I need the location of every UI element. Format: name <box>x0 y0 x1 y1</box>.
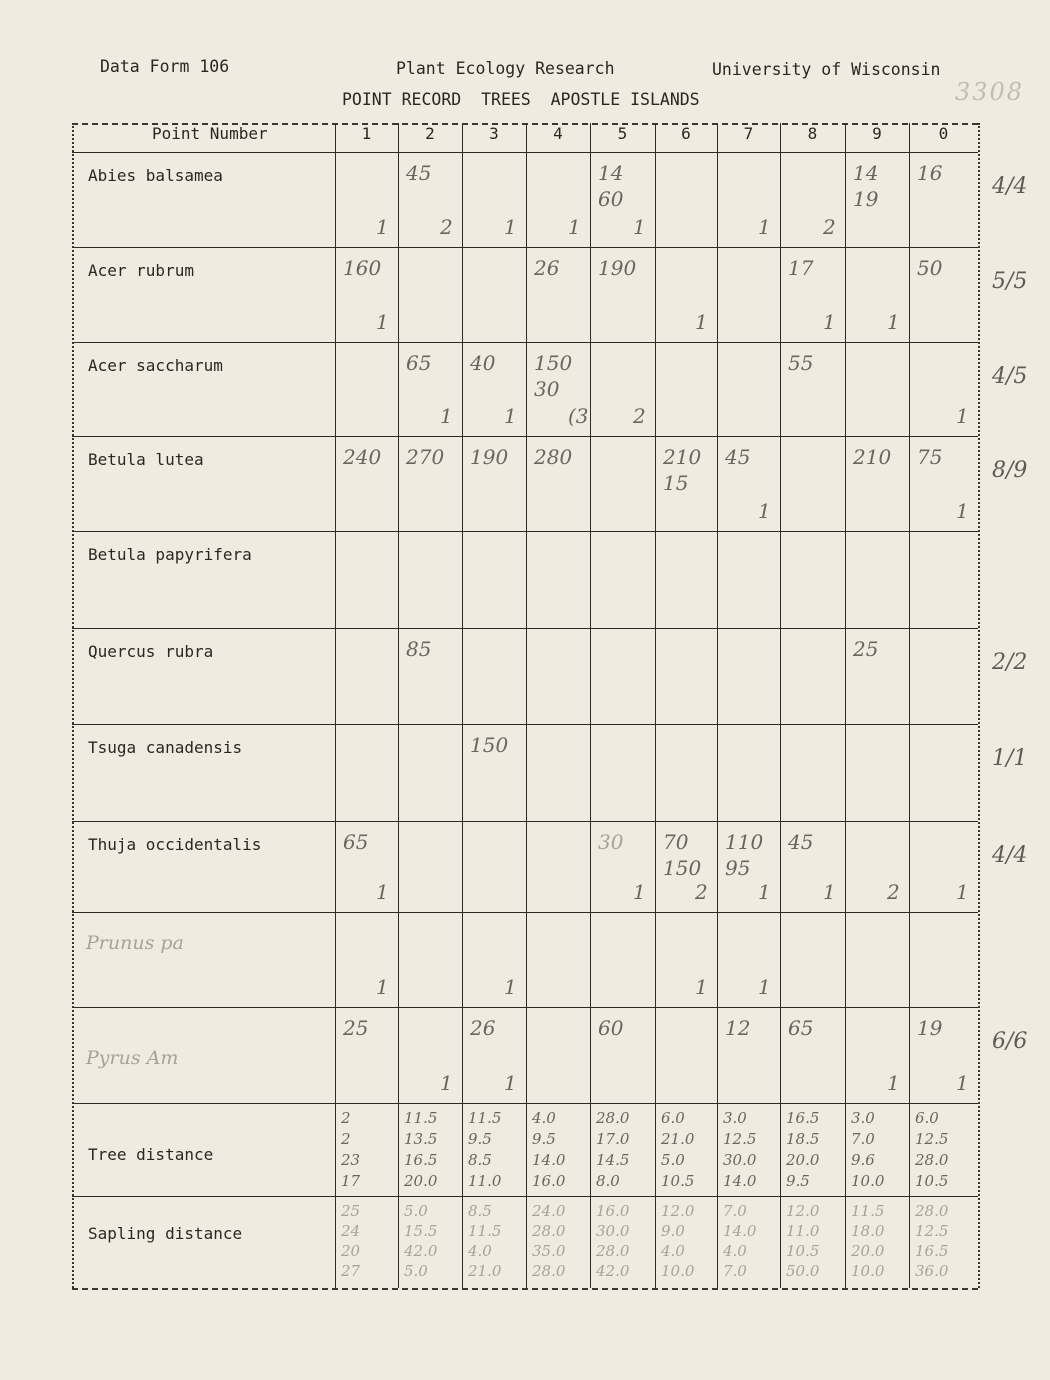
sapling-distance-values: 7.0 14.0 4.0 7.0 <box>723 1202 757 1280</box>
point-number-8: 8 <box>807 124 818 143</box>
diameter-entry: 65 <box>406 351 432 375</box>
point-number-3: 3 <box>489 124 499 143</box>
diameter-entry: 14 60 <box>598 161 624 211</box>
diameter-entry: 210 15 <box>663 445 702 495</box>
org-name: Plant Ecology Research <box>396 59 615 78</box>
point-number-5: 5 <box>617 124 628 143</box>
count-entry: 1 <box>633 880 646 904</box>
count-entry: 1 <box>695 310 708 334</box>
grid-horizontal-line <box>72 531 978 532</box>
institution: University of Wisconsin <box>712 60 941 79</box>
margin-tally: 8/9 <box>992 458 1028 483</box>
tree-distance-values: 3.0 7.0 9.6 10.0 <box>851 1109 885 1190</box>
diameter-entry: 65 <box>788 1016 814 1040</box>
diameter-entry: 60 <box>598 1016 624 1040</box>
diameter-entry: 85 <box>406 637 432 661</box>
tree-distance-values: 4.0 9.5 14.0 16.0 <box>532 1109 566 1190</box>
margin-tally: 4/4 <box>992 843 1028 868</box>
diameter-entry: 19 <box>917 1016 943 1040</box>
tree-distance-values: 11.5 9.5 8.5 11.0 <box>468 1109 502 1190</box>
species-label: Pyrus Am <box>86 1047 179 1069</box>
count-entry: 1 <box>823 880 836 904</box>
count-entry: 2 <box>887 880 900 904</box>
diameter-entry: 55 <box>788 351 814 375</box>
count-entry: 1 <box>376 215 389 239</box>
grid-vertical-line <box>655 123 656 1288</box>
diameter-entry: 16 <box>917 161 943 185</box>
count-entry: 1 <box>695 975 708 999</box>
sapling-distance-values: 11.5 18.0 20.0 10.0 <box>851 1202 885 1280</box>
diameter-entry: 110 95 <box>725 830 764 880</box>
grid-horizontal-line <box>72 1103 978 1104</box>
diameter-entry: 14 19 <box>853 161 879 211</box>
sapling-distance-values: 16.0 30.0 28.0 42.0 <box>596 1202 630 1280</box>
diameter-entry: 40 <box>470 351 496 375</box>
count-entry: 1 <box>440 404 453 428</box>
grid-horizontal-line <box>72 628 978 629</box>
tree-distance-label: Tree distance <box>88 1145 214 1164</box>
count-entry: 1 <box>758 215 771 239</box>
sapling-distance-values: 28.0 12.5 16.5 36.0 <box>915 1202 949 1280</box>
form-id: Data Form 106 <box>100 57 230 76</box>
count-entry: 1 <box>956 1071 969 1095</box>
diameter-entry: 70 150 <box>663 830 702 880</box>
species-label: Acer rubrum <box>88 261 194 280</box>
margin-tally: 4/4 <box>992 174 1028 199</box>
species-label: Tsuga canadensis <box>88 738 243 757</box>
species-label: Betula papyrifera <box>88 545 252 564</box>
sapling-distance-values: 8.5 11.5 4.0 21.0 <box>468 1202 502 1280</box>
count-entry: 1 <box>504 1071 517 1095</box>
grid-horizontal-line <box>72 724 978 725</box>
grid-vertical-line <box>526 123 527 1288</box>
grid-vertical-line <box>72 123 74 1288</box>
diameter-entry: 45 <box>725 445 751 469</box>
count-entry: 1 <box>823 310 836 334</box>
grid-vertical-line <box>335 123 336 1288</box>
count-entry: 2 <box>695 880 708 904</box>
grid-vertical-line <box>590 123 591 1288</box>
point-number-label: Point Number <box>152 124 268 143</box>
count-entry: 1 <box>956 404 969 428</box>
tree-distance-values: 3.0 12.5 30.0 14.0 <box>723 1109 757 1190</box>
count-entry: 2 <box>440 215 453 239</box>
margin-tally: 1/1 <box>992 746 1028 771</box>
grid-vertical-line <box>780 123 781 1288</box>
point-number-0: 0 <box>938 124 949 143</box>
count-entry: 1 <box>440 1071 453 1095</box>
species-label: Quercus rubra <box>88 642 214 661</box>
count-entry: 1 <box>504 404 517 428</box>
count-entry: 1 <box>376 880 389 904</box>
count-entry: 1 <box>887 310 900 334</box>
margin-tally: 6/6 <box>992 1029 1028 1054</box>
grid-horizontal-line <box>72 1288 978 1290</box>
count-entry: 2 <box>633 404 646 428</box>
diameter-entry: 240 <box>343 445 382 469</box>
grid-horizontal-line <box>72 912 978 913</box>
tree-distance-values: 28.0 17.0 14.5 8.0 <box>596 1109 630 1190</box>
point-number-7: 7 <box>743 124 754 143</box>
count-entry: 1 <box>568 215 581 239</box>
species-label: Abies balsamea <box>88 166 223 185</box>
count-entry: 1 <box>887 1071 900 1095</box>
margin-tally: 5/5 <box>992 269 1028 294</box>
diameter-entry: 75 <box>917 445 943 469</box>
point-number-9: 9 <box>872 124 882 143</box>
species-label: Prunus pa <box>86 932 184 954</box>
species-label: Betula lutea <box>88 450 204 469</box>
sapling-distance-values: 25 24 20 27 <box>341 1202 361 1280</box>
point-number-6: 6 <box>681 124 691 143</box>
grid-horizontal-line <box>72 152 978 153</box>
count-entry: 1 <box>504 975 517 999</box>
count-entry: 1 <box>376 310 389 334</box>
point-number-1: 1 <box>361 124 372 143</box>
grid-horizontal-line <box>72 1196 978 1197</box>
grid-horizontal-line <box>72 436 978 437</box>
point-number-4: 4 <box>553 124 563 143</box>
diameter-entry: 270 <box>406 445 445 469</box>
count-entry: 1 <box>758 880 771 904</box>
count-entry: 2 <box>823 215 836 239</box>
diameter-entry: 45 <box>788 830 814 854</box>
point-number-2: 2 <box>425 124 435 143</box>
diameter-entry: 12 <box>725 1016 751 1040</box>
grid-horizontal-line <box>72 342 978 343</box>
species-label: Thuja occidentalis <box>88 835 262 854</box>
sapling-distance-values: 24.0 28.0 35.0 28.0 <box>532 1202 566 1280</box>
tree-distance-values: 16.5 18.5 20.0 9.5 <box>786 1109 820 1190</box>
diameter-entry: 190 <box>598 256 637 280</box>
sheet-number: 3308 <box>955 78 1025 106</box>
diameter-entry: 17 <box>788 256 814 280</box>
sapling-distance-values: 5.0 15.5 42.0 5.0 <box>404 1202 438 1280</box>
diameter-entry: 30 <box>598 830 624 854</box>
grid-vertical-line <box>845 123 846 1288</box>
diameter-entry: 210 <box>853 445 892 469</box>
diameter-entry: 150 30 <box>534 351 573 401</box>
count-entry: 1 <box>504 215 517 239</box>
tree-distance-values: 2 2 23 17 <box>341 1109 361 1190</box>
diameter-entry: 50 <box>917 256 943 280</box>
diameter-entry: 25 <box>853 637 879 661</box>
data-grid <box>72 123 978 1288</box>
count-entry: 1 <box>758 975 771 999</box>
form-title: POINT RECORD TREES APOSTLE ISLANDS <box>342 90 700 109</box>
count-entry: 1 <box>758 499 771 523</box>
species-label: Acer saccharum <box>88 356 223 375</box>
tree-distance-values: 6.0 12.5 28.0 10.5 <box>915 1109 949 1190</box>
sapling-distance-values: 12.0 11.0 10.5 50.0 <box>786 1202 820 1280</box>
diameter-entry: 150 <box>470 733 509 757</box>
grid-vertical-line <box>398 123 399 1288</box>
diameter-entry: 160 <box>343 256 382 280</box>
diameter-entry: 65 <box>343 830 369 854</box>
grid-vertical-line <box>909 123 910 1288</box>
tree-distance-values: 11.5 13.5 16.5 20.0 <box>404 1109 438 1190</box>
grid-vertical-line <box>717 123 718 1288</box>
grid-horizontal-line <box>72 1007 978 1008</box>
diameter-entry: 26 <box>470 1016 496 1040</box>
diameter-entry: 280 <box>534 445 573 469</box>
count-entry: 1 <box>633 215 646 239</box>
grid-vertical-line <box>462 123 463 1288</box>
margin-tally: 2/2 <box>992 650 1028 675</box>
margin-tally: 4/5 <box>992 364 1028 389</box>
sapling-distance-values: 12.0 9.0 4.0 10.0 <box>661 1202 695 1280</box>
count-entry: 1 <box>376 975 389 999</box>
grid-horizontal-line <box>72 821 978 822</box>
diameter-entry: 25 <box>343 1016 369 1040</box>
grid-vertical-line <box>978 123 980 1288</box>
diameter-entry: 26 <box>534 256 560 280</box>
sapling-distance-label: Sapling distance <box>88 1224 243 1243</box>
count-entry: 1 <box>956 880 969 904</box>
grid-horizontal-line <box>72 247 978 248</box>
diameter-entry: 190 <box>470 445 509 469</box>
count-entry: 1 <box>956 499 969 523</box>
diameter-entry: 45 <box>406 161 432 185</box>
tree-distance-values: 6.0 21.0 5.0 10.5 <box>661 1109 695 1190</box>
count-entry: (3 <box>568 404 589 428</box>
